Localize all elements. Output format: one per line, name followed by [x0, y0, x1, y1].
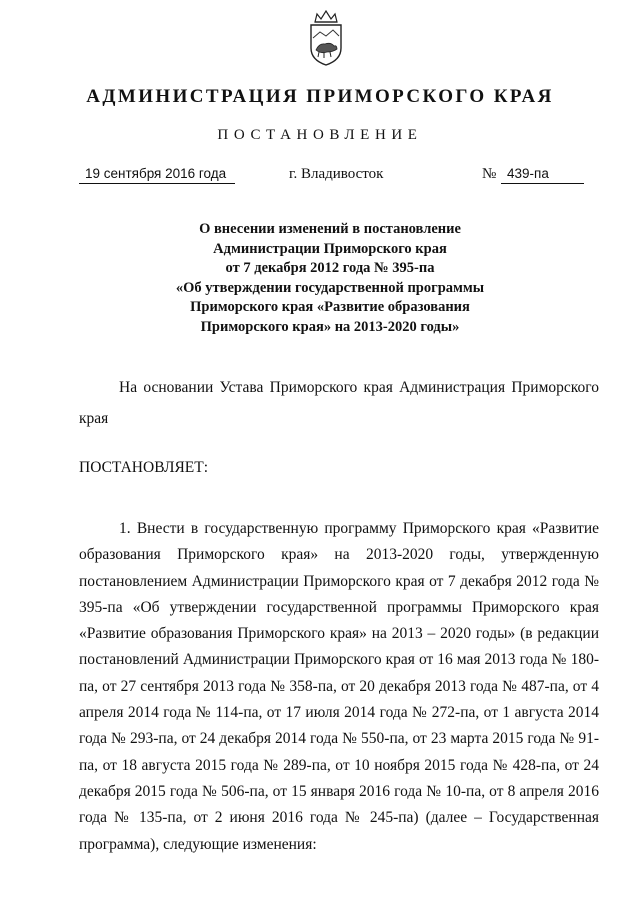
subject-line: Приморского края» на 2013-2020 годы» — [200, 318, 460, 335]
subject-line: Приморского края «Развитие образования — [190, 299, 470, 315]
subject-line: О внесении изменений в постановление — [199, 221, 461, 237]
document-number: 439-па — [501, 165, 584, 184]
organization-title: АДМИНИСТРАЦИЯ ПРИМОРСКОГО КРАЯ — [86, 86, 554, 107]
coat-of-arms-icon — [307, 8, 345, 68]
document-number-label: № — [482, 166, 497, 182]
document-city: г. Владивосток — [289, 166, 384, 182]
resolve-heading: ПОСТАНОВЛЯЕТ: — [79, 459, 209, 476]
basis-paragraph: На основании Устава Приморского края Администрация Приморского края — [79, 379, 599, 427]
document-type: ПОСТАНОВЛЕНИЕ — [217, 127, 423, 143]
subject-line: от 7 декабря 2012 года № 395-па — [225, 260, 435, 276]
item-1-paragraph: 1. Внести в государственную программу Приморского края «Развитие образования Приморского края» на 2013-2020 годы, утвержденную постановлением Администрации Приморского края от 7 декабря 2012 года № 395-па «Об утверждении государственной программы Приморского края «Развитие образования Приморского края» на 2013 – 2020 годы» (в редакции постановлений Администрации Приморского края от 16 мая 2013 года № 180-па, от 27 сентября 2013 года № 358-па, от 20 декабря 2013 года № 487-па, от 4 апреля 2014 года № 114-па, от 17 июля 2014 года № 272-па, от 1 августа 2014 года № 293-па, от 24 декабря 2014 года № 550-па, от 23 марта 2015 года № 91-па, от 18 августа 2015 года № 289-па, от 10 ноября 2015 года № 428-па, от 24 декабря 2015 года № 506-па, от 15 января 2016 года № 10-па, от 8 апреля 2016 года № 135-па, от 2 июня 2016 года № 245-па) (далее – Государственная программа), следующие изменения: — [79, 520, 599, 853]
subject-line: Администрации Приморского края — [213, 240, 447, 257]
document-date: 19 сентября 2016 года — [79, 165, 235, 184]
document-subject — [140, 220, 520, 337]
subject-line: «Об утверждении государственной программы — [175, 279, 485, 296]
